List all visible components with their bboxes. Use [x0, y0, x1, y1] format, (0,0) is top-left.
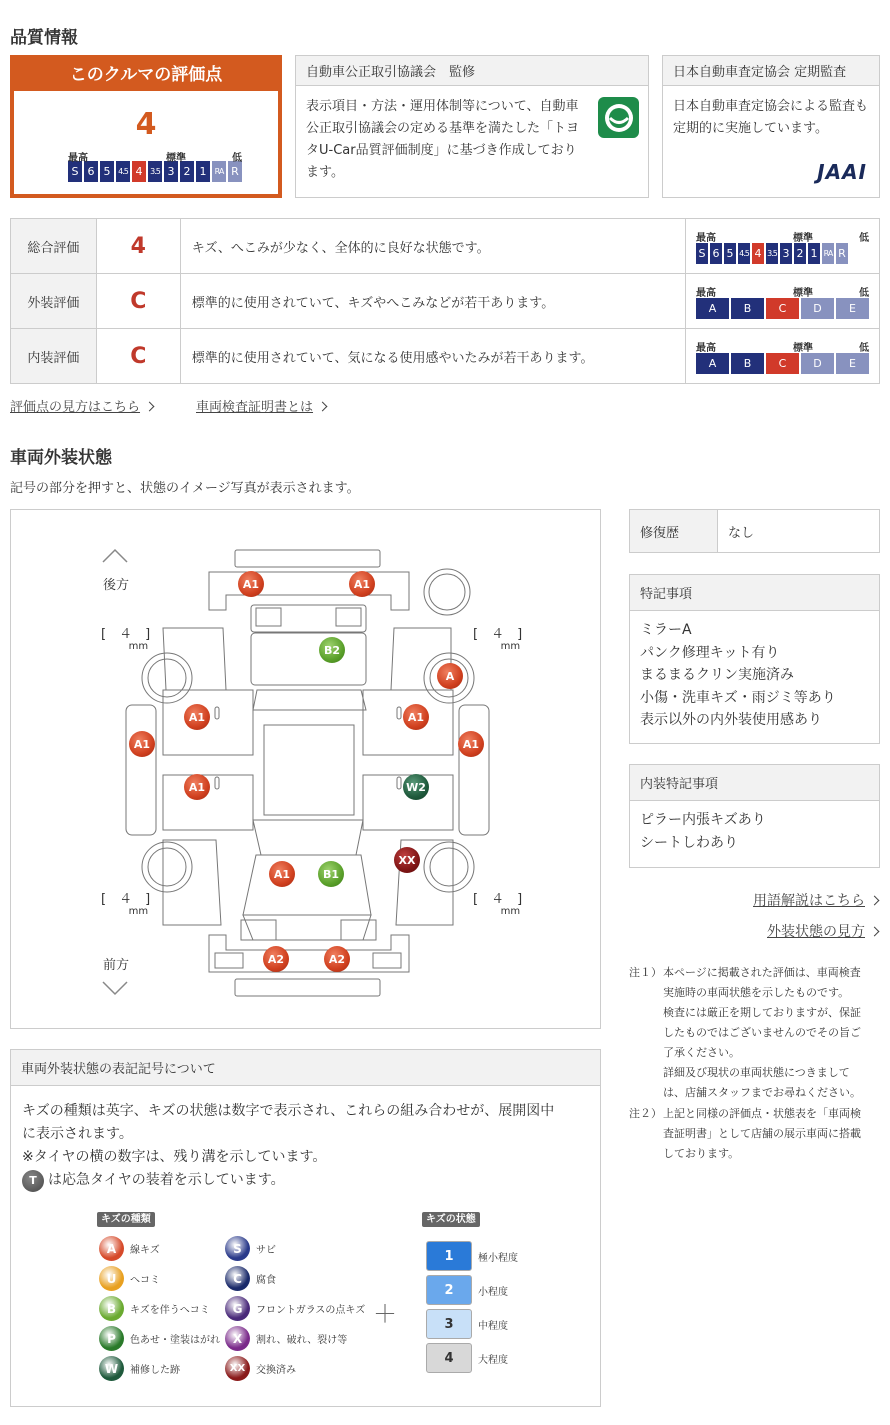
scale-cell: A — [696, 298, 729, 319]
kind-c-icon: C — [225, 1266, 250, 1291]
eval-scale: 最高 標準 低 S 6 5 4.5 4 3.5 3 2 1 RA R — [685, 219, 879, 274]
legend-line-4: は応急タイヤの装着を示しています。 — [48, 1172, 285, 1188]
eval-label: 外装評価 — [11, 274, 97, 329]
damage-marker-right-rear-door[interactable]: A1 — [403, 704, 429, 730]
tire-tread-front-right: [ ４ ] mm — [473, 892, 523, 917]
score-box-title: このクルマの評価点 — [69, 65, 223, 85]
list-item: シートしわあり — [640, 834, 738, 851]
kousei-box — [295, 55, 649, 198]
scale-cell: 3 — [780, 243, 792, 264]
kousei-title: 自動車公正取引協議会 監修 — [296, 56, 648, 86]
scale-cell: B — [731, 353, 764, 374]
damage-marker-left-rear-door[interactable]: A1 — [184, 704, 210, 730]
note-line: 了承ください。 — [663, 1046, 740, 1059]
list-item: 表示以外の内外装使用感あり — [640, 712, 822, 728]
damage-marker-left-front-door[interactable]: A1 — [184, 774, 210, 800]
scale-cell: R — [836, 243, 848, 264]
chevron-right-icon — [870, 927, 880, 937]
legend-title: 車両外装状態の表記記号について — [11, 1050, 600, 1086]
kind-tag: キズの種類 — [97, 1212, 155, 1227]
legend-kind-item: W 補修した跡 — [99, 1356, 180, 1381]
table-row — [11, 219, 880, 274]
scale-cell: 2 — [794, 243, 806, 264]
damage-marker-front-bumper-right[interactable]: A2 — [324, 946, 350, 972]
overall-score: 4 — [135, 107, 157, 142]
damage-marker-rear-bumper-left[interactable]: A1 — [238, 571, 264, 597]
certificate-link-wrap[interactable] — [196, 396, 326, 415]
scale-std-label: 標準 — [166, 153, 186, 164]
list-item: パンク修理キット有り — [640, 644, 780, 661]
kind-s-icon: S — [225, 1236, 250, 1261]
damage-marker-right-sill[interactable]: A1 — [458, 731, 484, 757]
scale-cell: 4.5 — [116, 161, 130, 182]
certificate-link[interactable]: 車両検査証明書とは — [196, 400, 314, 415]
repair-history — [629, 509, 880, 553]
legend-kind-item: U へコミ — [99, 1266, 160, 1291]
scale-cell: 5 — [724, 243, 736, 264]
note-line: 査証明書」として店舗の展示車両に搭載 — [663, 1127, 861, 1140]
kousei-logo-icon — [598, 97, 639, 138]
scale-high-label: 最高 — [68, 153, 88, 164]
special-notes-title: 特記事項 — [630, 575, 879, 611]
legend-kind-item: X 割れ、破れ、裂け等 — [225, 1326, 347, 1351]
scale-cell: R — [228, 161, 242, 182]
rear-label: 後方 — [103, 578, 130, 593]
scale-cell: 3.5 — [766, 243, 778, 264]
legend-line-1: キズの種類は英字、キズの状態は数字で表示され、これらの組み合わせが、展開図中 — [22, 1103, 555, 1119]
scale-cell: 4 — [752, 243, 764, 264]
kind-w-icon: W — [99, 1356, 124, 1381]
scale-cell: B — [731, 298, 764, 319]
scale-cell: 3 — [164, 161, 178, 182]
scale-cell: E — [836, 298, 869, 319]
scale-cell: RA — [822, 243, 834, 264]
repair-history-value: なし — [728, 525, 755, 541]
eval-label: 総合評価 — [11, 219, 97, 274]
eval-scale: 最高 標準 低 A B C D E — [685, 329, 879, 384]
kind-g-icon: G — [225, 1296, 250, 1321]
damage-marker-trunk[interactable]: B2 — [319, 637, 345, 663]
scale-cell: A — [696, 353, 729, 374]
damage-marker-front-bumper-left[interactable]: A2 — [263, 946, 289, 972]
scale-cell: 6 — [84, 161, 98, 182]
eval-desc: キズ、へこみが少なく、全体的に良好な状態です。 — [180, 219, 685, 274]
legend-line-3: ※タイヤの横の数字は、残り溝を示しています。 — [22, 1149, 327, 1165]
score-guide-link-wrap[interactable] — [10, 396, 153, 415]
exterior-guide-link-wrap[interactable] — [767, 921, 878, 941]
jaai-title: 日本自動車査定協会 定期監査 — [663, 56, 879, 86]
damage-marker-rear-bumper-right[interactable]: A1 — [349, 571, 375, 597]
legend-kind-item: XX 交換済み — [225, 1356, 296, 1381]
legend-state-item: 3 中程度 — [426, 1309, 508, 1339]
scale-cell: D — [801, 353, 834, 374]
eval-grade: C — [96, 274, 180, 329]
eval-label: 内装評価 — [11, 329, 97, 384]
jaai-text: 日本自動車査定協会による監査も定期的に実施しています。 — [673, 99, 869, 136]
damage-marker-rear-right-wheel[interactable]: A — [437, 663, 463, 689]
front-label: 前方 — [103, 958, 130, 973]
kind-a-icon: A — [99, 1236, 124, 1261]
damage-marker-right-front-door[interactable]: W2 — [403, 774, 429, 800]
eval-grade: C — [96, 329, 180, 384]
damage-marker-hood-left[interactable]: A1 — [269, 861, 295, 887]
legend-kind-item: G フロントガラスの点キズ — [225, 1296, 365, 1321]
list-item: ピラー内張キズあり — [640, 812, 766, 828]
note-line: 本ページに掲載された評価は、車両検査 — [663, 966, 861, 979]
note-line: したものではございませんのでその旨ご — [663, 1026, 861, 1039]
plus-icon: ＋ — [373, 1300, 397, 1328]
score-scale — [68, 161, 242, 182]
kind-u-icon: U — [99, 1266, 124, 1291]
note-2: 注２） 上記と同様の評価点・状態表を「車両検 査証明書」として店舗の展示車両に搭載 しております。 — [629, 1104, 881, 1164]
tire-tread-front-left: [ ４ ] mm — [101, 892, 151, 917]
table-row — [11, 329, 880, 384]
jaai-logo: JAAI — [817, 160, 867, 184]
damage-marker-right-front-fender[interactable]: XX — [394, 847, 420, 873]
scale-cell: RA — [212, 161, 226, 182]
car-diagram — [10, 509, 601, 1029]
kind-xx-icon: XX — [225, 1356, 250, 1381]
glossary-link-wrap[interactable] — [753, 890, 878, 910]
eval-scale: 最高 標準 低 A B C D E — [685, 274, 879, 329]
scale-low-label: 低 — [232, 153, 242, 164]
score-guide-link[interactable]: 評価点の見方はこちら — [10, 400, 141, 415]
interior-notes — [629, 764, 880, 868]
jaai-box — [662, 55, 880, 198]
legend-kind-item: A 線キズ — [99, 1236, 160, 1261]
exterior-guide-link[interactable]: 外装状態の見方 — [767, 924, 865, 940]
list-item: 小傷・洗車キズ・雨ジミ等あり — [640, 689, 836, 706]
note-line: は、店舗スタッフまでお尋ねください。 — [663, 1086, 861, 1099]
eval-desc: 標準的に使用されていて、気になる使用感やいたみが若干あります。 — [180, 329, 685, 384]
score-box — [10, 55, 282, 198]
interior-notes-title: 内装特記事項 — [630, 765, 879, 801]
legend-box — [10, 1049, 601, 1407]
tire-tread-rear-left: [ ４ ] mm — [101, 627, 151, 652]
scale-cell: 4 — [132, 161, 146, 182]
scale-cell: 3.5 — [148, 161, 162, 182]
scale-cell: 1 — [196, 161, 210, 182]
damage-marker-hood-right[interactable]: B1 — [318, 861, 344, 887]
scale-cell: D — [801, 298, 834, 319]
kousei-text: 表示項目・方法・運用体制等について、自動車公正取引協議会の定める基準を満たした「トヨタU-Car品質評価制度」に基づき作成しております。 — [306, 99, 580, 180]
kind-b-icon: B — [99, 1296, 124, 1321]
scale-cell: S — [696, 243, 708, 264]
chevron-right-icon — [318, 402, 328, 412]
scale-cell: E — [836, 353, 869, 374]
chevron-right-icon — [145, 402, 155, 412]
spare-tire-icon: T — [22, 1170, 44, 1192]
table-row — [11, 274, 880, 329]
kind-p-icon: P — [99, 1326, 124, 1351]
scale-cell: 6 — [710, 243, 722, 264]
chevron-right-icon — [870, 896, 880, 906]
legend-kind-item: B キズを伴うへコミ — [99, 1296, 210, 1321]
evaluation-table — [10, 218, 880, 384]
scale-cell: 4.5 — [738, 243, 750, 264]
exterior-title: 車両外装状態 — [10, 448, 112, 468]
list-item: まるまるクリン実施済み — [640, 667, 794, 683]
damage-marker-left-sill[interactable]: A1 — [129, 731, 155, 757]
scale-cell: 1 — [808, 243, 820, 264]
car-outline — [11, 510, 602, 1030]
scale-cell: 5 — [100, 161, 114, 182]
legend-kind-item: C 腐食 — [225, 1266, 276, 1291]
legend-line-2: に表示されます。 — [22, 1126, 133, 1142]
eval-desc: 標準的に使用されていて、キズやへこみなどが若干あります。 — [180, 274, 685, 329]
note-line: 検査には厳正を期しておりますが、保証 — [663, 1006, 861, 1019]
note-line: 詳細及び現状の車両状態につきまして — [663, 1066, 850, 1079]
legend-state-item: 1 極小程度 — [426, 1241, 518, 1271]
legend-kind-item: S サビ — [225, 1236, 276, 1261]
scale-cell: C — [766, 298, 799, 319]
eval-grade: 4 — [96, 219, 180, 274]
glossary-link[interactable]: 用語解説はこちら — [753, 893, 865, 909]
quality-title: 品質情報 — [10, 28, 78, 48]
tire-tread-rear-right: [ ４ ] mm — [473, 627, 523, 652]
scale-cell: C — [766, 353, 799, 374]
list-item: ミラーA — [640, 622, 692, 638]
special-notes — [629, 574, 880, 744]
legend-kind-item: P 色あせ・塗装はがれ — [99, 1326, 220, 1351]
state-tag: キズの状態 — [422, 1212, 480, 1227]
note-1: 注１） 本ページに掲載された評価は、車両検査 実施時の車両状態を示したものです。 検査には厳正を期しておりますが、保証 したものではございませんのでその旨ご 了承ください。 詳細及び現状の車両状態につきまして は、店舗スタッフまでお尋ねください。 — [629, 963, 881, 1103]
repair-history-label: 修復歴 — [630, 510, 718, 552]
scale-cell: 2 — [180, 161, 194, 182]
note-line: しております。 — [663, 1147, 740, 1160]
legend-state-item: 4 大程度 — [426, 1343, 508, 1373]
legend-state-item: 2 小程度 — [426, 1275, 508, 1305]
note-line: 実施時の車両状態を示したものです。 — [663, 986, 850, 999]
exterior-subtitle: 記号の部分を押すと、状態のイメージ写真が表示されます。 — [10, 481, 360, 496]
note-line: 上記と同様の評価点・状態表を「車両検 — [663, 1107, 861, 1120]
scale-cell: S — [68, 161, 82, 182]
kind-x-icon: X — [225, 1326, 250, 1351]
